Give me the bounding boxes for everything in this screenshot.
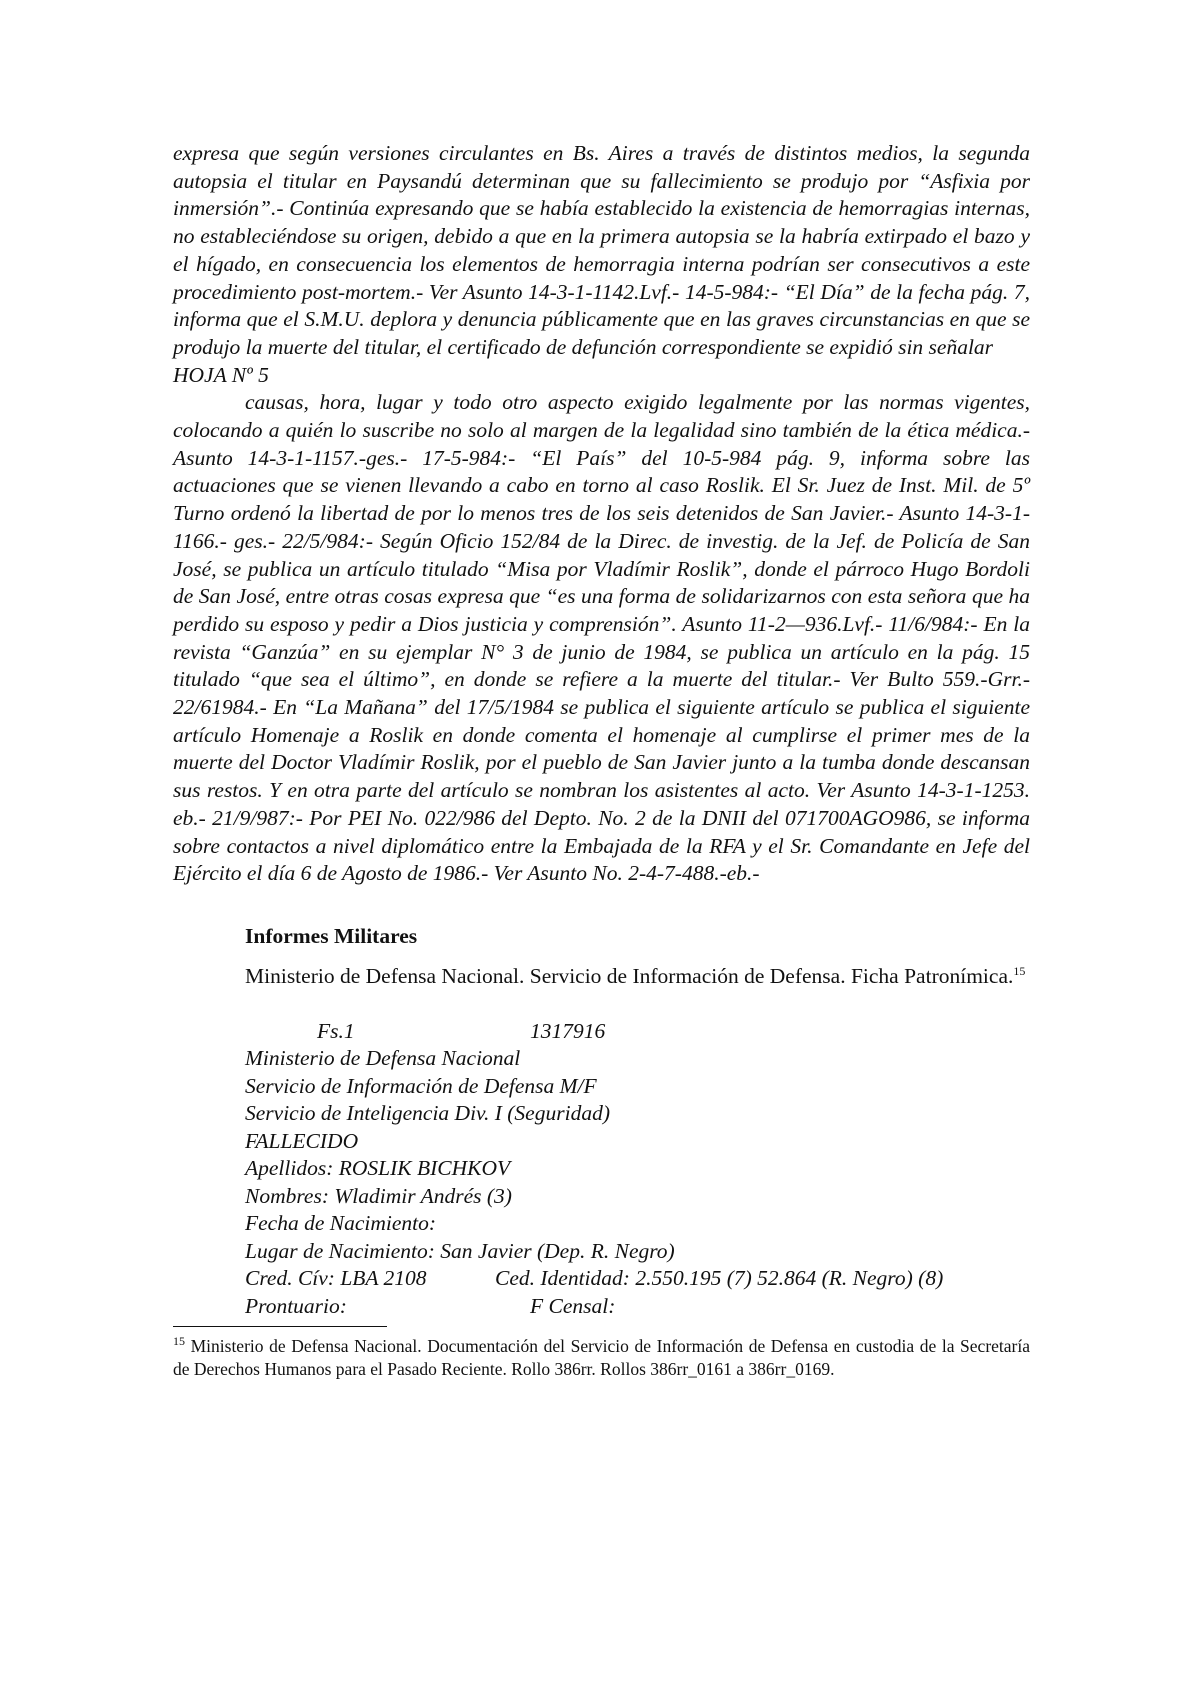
ficha-nombres: Nombres: Wladimir Andrés (3) xyxy=(245,1183,512,1208)
ficha-status: FALLECIDO xyxy=(245,1128,359,1153)
report-paragraph-2: causas, hora, lugar y todo otro aspecto exigido legalmente por las normas vigentes, colocando a quién lo suscribe no solo al margen de la legalidad sino también de la ética médica.- Asunto 14-3-1-1157.-ges.- 17-5-984:- “El País” del 10-5-984 pág. 9, informa sobre las actuaciones que se vienen llevando a cabo en torno al caso Roslik. El Sr. Juez de Inst. Mil. de 5º Turno ordenó la libertad de por lo menos tres de los seis detenidos de San Javier.- Asunto 14-3-1-1166.- ges.- 22/5/984:- Según Oficio 152/84 de la Direc. de investig. de la Jef. de Policía de San José, se publica un artículo titulado “Misa por Vladímir Roslik”, donde el párroco Hugo Bordoli de San José, entre otras cosas expresa que “es una forma de solidarizarnos con esta señora que ha perdido su esposo y pedir a Dios justicia y comprensión”. Asunto 11-2—936.Lvf.- 11/6/984:- En la revista “Ganzúa” en su ejemplar N° 3 de junio de 1984, se publica un artículo en la pág. 15 titulado “que sea el último”, en donde se refiere a la muerte del titular.- Ver Bulto 559.-Grr.- 22/61984.- En “La Mañana” del 17/5/1984 se publica el siguiente artículo se publica el siguiente artículo Homenaje a Roslik en donde comenta el homenaje al cumplirse el primer mes de la muerte del Doctor Vladímir Roslik, por el pueblo de San Javier junto a la tumba donde descansan sus restos. Y en otra parte del artículo se nombran los asistentes al acto. Ver Asunto 14-3-1-1253. eb.- 21/9/987:- Por PEI No. 022/986 del Depto. No. 2 de la DNII del 071700AGO986, se informa sobre contactos a nivel diplomático entre la Embajada de la RFA y el Sr. Comandante en Jefe del Ejército el día 6 de Agosto de 1986.- Ver Asunto No. 2-4-7-488.-eb.- xyxy=(173,390,1030,886)
ficha-servicio-inteligencia: Servicio de Inteligencia Div. I (Seguridad) xyxy=(245,1101,610,1126)
footnote xyxy=(173,1335,1030,1381)
footnote-text: Ministerio de Defensa Nacional. Documentación del Servicio de Información de Defensa en custodia de la Secretaría de Derechos Humanos para el Pasado Reciente. Rollo 386rr. Rollos 386rr_0161 a 386rr_0169. xyxy=(173,1336,1031,1380)
ficha-patronimica xyxy=(173,1018,1030,1321)
footnote-reference: 15 xyxy=(1013,963,1026,978)
ficha-servicio-informacion: Servicio de Información de Defensa M/F xyxy=(245,1073,597,1098)
fs-number: 1317916 xyxy=(530,1018,606,1043)
ficha-apellidos: Apellidos: ROSLIK BICHKOV xyxy=(245,1156,511,1181)
intro-text: Ministerio de Defensa Nacional. Servicio de Información de Defensa. Ficha Patronímica. xyxy=(245,963,1014,988)
intro-paragraph xyxy=(173,962,1030,990)
document-page xyxy=(173,140,1030,1399)
ficha-header-line xyxy=(245,1018,1030,1046)
ficha-fecha-nacimiento: Fecha de Nacimiento: xyxy=(245,1211,437,1236)
ficha-lugar-nacimiento: Lugar de Nacimiento: San Javier (Dep. R. Negro) xyxy=(245,1238,675,1263)
ficha-credencial-civica: Cred. Cív: LBA 2108 xyxy=(245,1266,427,1291)
ficha-ministerio: Ministerio de Defensa Nacional xyxy=(245,1046,521,1071)
ficha-credencial-line xyxy=(245,1265,1030,1293)
ficha-censal: F Censal: xyxy=(530,1293,616,1318)
fs-label: Fs.1 xyxy=(317,1018,355,1043)
footnote-separator xyxy=(173,1326,387,1327)
report-body xyxy=(173,140,1030,888)
ficha-prontuario-line xyxy=(245,1293,1030,1321)
page-marker: HOJA Nº 5 xyxy=(173,362,269,387)
footnote-number: 15 xyxy=(173,1334,185,1349)
report-paragraph-1: expresa que según versiones circulantes en Bs. Aires a través de distintos medios, la segunda autopsia el titular en Paysandú determinan que su fallecimiento se produjo por “Asfixia por inmersión”.- Continúa expresando que se había establecido la existencia de hemorragias internas, no estableciéndose su origen, debido a que en la primera autopsia se la habría extirpado el bazo y el hígado, en consecuencia los elementos de hemorragia interna podrían ser consecutivos a este procedimiento post-mortem.- Ver Asunto 14-3-1-1142.Lvf.- 14-5-984:- “El Día” de la fecha pág. 7, informa que el S.M.U. deplora y denuncia públicamente que en las graves circunstancias en que se produjo la muerte del titular, el certificado de defunción correspondiente se expidió sin señalar xyxy=(173,141,1030,359)
ficha-prontuario: Prontuario: xyxy=(245,1293,347,1318)
section-title: Informes Militares xyxy=(245,923,418,948)
ficha-cedula-identidad: Ced. Identidad: 2.550.195 (7) 52.864 (R. Negro) (8) xyxy=(495,1266,944,1291)
